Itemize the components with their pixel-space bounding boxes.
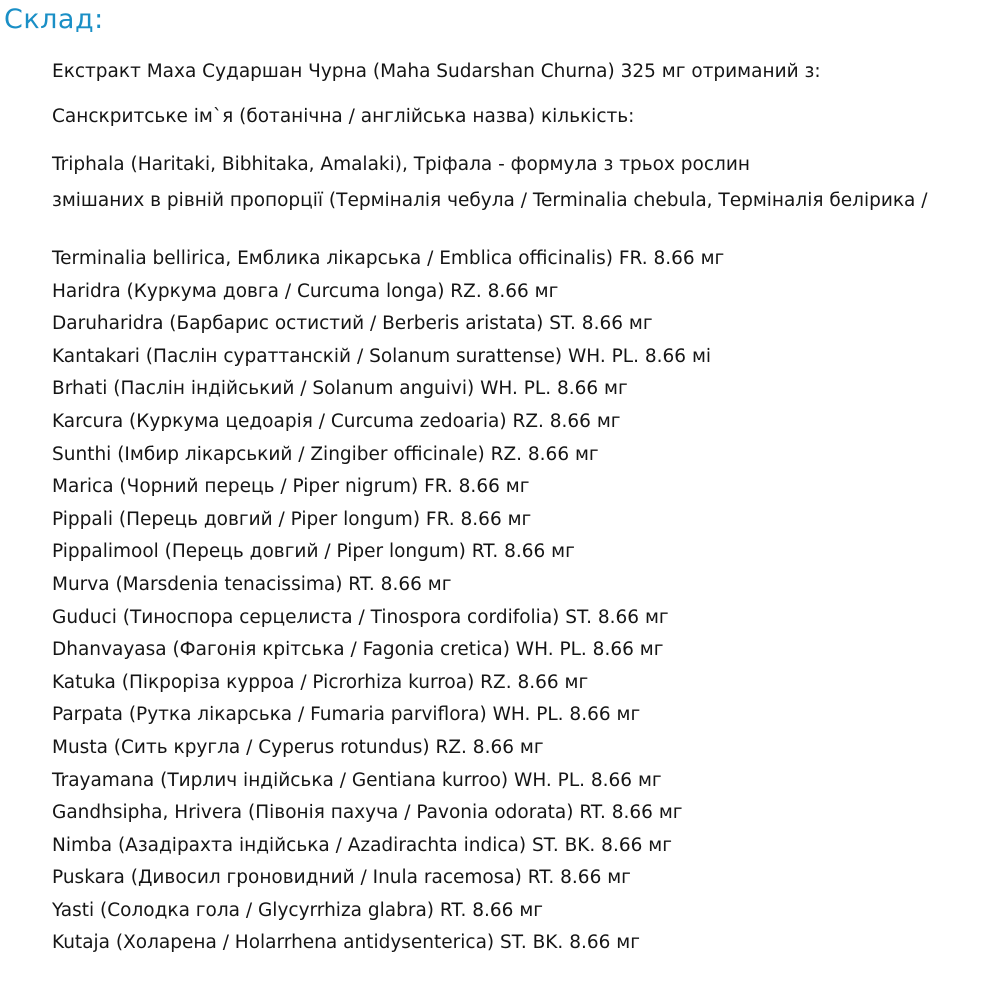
columns-caption: Санскритське ім`я (ботанічна / англійська назва) кількість: xyxy=(52,106,635,127)
ingredient-item: Guduci (Тиноспора серцелиста / Tinospora cordifolia) ST. 8.66 мг xyxy=(52,606,669,628)
ingredient-item: Daruharidra (Барбарис остистий / Berberis aristata) ST. 8.66 мг xyxy=(52,313,653,335)
ingredient-item: Katuka (Пікроріза курроа / Picrorhiza kurroa) RZ. 8.66 мг xyxy=(52,671,589,693)
section-heading: Склад: xyxy=(4,4,104,35)
ingredient-item: Trayamana (Тирлич індійська / Gentiana kurroo) WH. PL. 8.66 мг xyxy=(52,769,662,791)
ingredient-item: Gandhsipha, Hrivera (Півонія пахуча / Pavonia odorata) RT. 8.66 мг xyxy=(52,802,683,824)
ingredient-item: Haridra (Куркума довга / Curcuma longa) RZ. 8.66 мг xyxy=(52,280,559,302)
ingredient-item: Yasti (Солодка гола / Glycyrrhiza glabra) RT. 8.66 мг xyxy=(52,899,543,921)
ingredient-item: Sunthi (Імбир лікарський / Zingiber officinale) RZ. 8.66 мг xyxy=(52,443,599,465)
ingredient-item: Dhanvayasa (Фагонія крітська / Fagonia cretica) WH. PL. 8.66 мг xyxy=(52,639,664,661)
triphala-line-1: Triphala (Haritaki, Bibhitaka, Amalaki), Тріфала - формула з трьох рослин xyxy=(52,154,750,175)
ingredient-item: Kutaja (Холарена / Holarrhena antidysenterica) ST. BK. 8.66 мг xyxy=(52,932,640,954)
intro-line: Екстракт Маха Сударшан Чурна (Maha Sudarshan Churna) 325 мг отриманий з: xyxy=(52,61,821,82)
ingredient-list xyxy=(52,245,724,962)
ingredient-item: Marica (Чорний перець / Piper nigrum) FR. 8.66 мг xyxy=(52,476,530,498)
ingredient-item: Karcura (Куркума цедоарія / Curcuma zedoaria) RZ. 8.66 мг xyxy=(52,410,621,432)
ingredient-item: Kantakari (Паслін сураттанскій / Solanum surattense) WH. PL. 8.66 мі xyxy=(52,345,712,367)
ingredient-item: Parpata (Рутка лікарська / Fumaria parviflora) WH. PL. 8.66 мг xyxy=(52,704,641,726)
ingredient-item: Pippali (Перець довгий / Piper longum) FR. 8.66 мг xyxy=(52,508,532,530)
ingredient-item: Terminalia bellirica, Емблика лікарська / Emblica officinalis) FR. 8.66 мг xyxy=(52,248,725,269)
ingredient-item: Puskara (Дивосил гроновидний / Inula racemosa) RT. 8.66 мг xyxy=(52,867,631,889)
ingredient-item: Nimba (Азадірахта індійська / Azadirachta indica) ST. BK. 8.66 мг xyxy=(52,834,672,856)
ingredient-item: Pippalimool (Перець довгий / Piper longum) RT. 8.66 мг xyxy=(52,541,575,563)
ingredient-item: Musta (Сить кругла / Cyperus rotundus) RZ. 8.66 мг xyxy=(52,736,544,758)
ingredient-item: Murva (Marsdenia tenacissima) RT. 8.66 мг xyxy=(52,573,452,595)
ingredient-item: Brhati (Паслін індійський / Solanum anguivi) WH. PL. 8.66 мг xyxy=(52,378,628,400)
triphala-line-2: змішаних в рівній пропорції (Терміналія чебула / Terminalia chebula, Терміналія белірика / xyxy=(52,190,928,211)
